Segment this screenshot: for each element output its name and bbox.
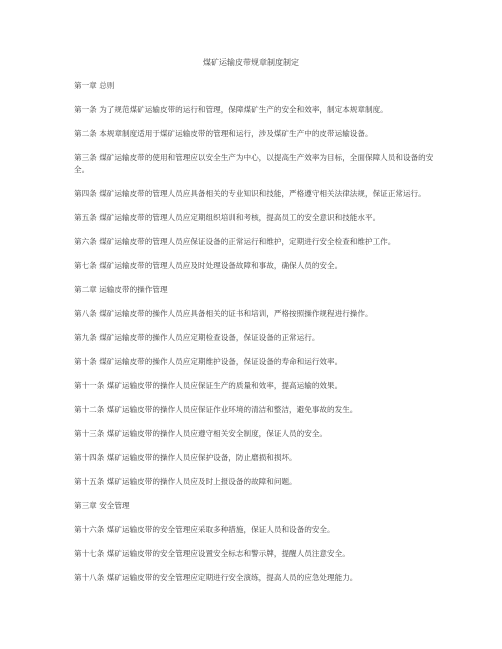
article-paragraph: 第六条 煤矿运输皮带的管理人员应保证设备的正常运行和维护，定期进行安全检查和维护工作。 bbox=[74, 237, 396, 246]
article-paragraph: 第十三条 煤矿运输皮带的操作人员应遵守相关安全制度，保证人员的安全。 bbox=[74, 429, 328, 438]
document-title: 煤矿运输皮带规章制度制定 bbox=[203, 58, 299, 67]
article-paragraph: 第十七条 煤矿运输皮带的安全管理应设置安全标志和警示牌，提醒人员注意安全。 bbox=[74, 549, 350, 558]
article-paragraph: 第十八条 煤矿运输皮带的安全管理应定期进行安全演练，提高人员的应急处理能力。 bbox=[74, 573, 358, 582]
article-paragraph: 第十五条 煤矿运输皮带的操作人员应及时上报设备的故障和问题。 bbox=[74, 477, 297, 486]
article-paragraph: 第七条 煤矿运输皮带的管理人员应及时处理设备故障和事故，确保人员的安全。 bbox=[74, 261, 343, 270]
article-paragraph: 第十一条 煤矿运输皮带的操作人员应保证生产的质量和效率，提高运输的效果。 bbox=[74, 381, 343, 390]
article-paragraph: 第五条 煤矿运输皮带的管理人员应定期组织培训和考核，提高员工的安全意识和技能水平。 bbox=[74, 213, 381, 222]
article-paragraph: 第三条 煤矿运输皮带的使用和管理应以安全生产为中心，以提高生产效率为目标，全面保障人员和设备的安全。 bbox=[74, 153, 434, 174]
chapter-heading: 第一章 总则 bbox=[74, 81, 115, 90]
article-paragraph: 第十条 煤矿运输皮带的操作人员应定期维护设备，保证设备的寿命和运行效率。 bbox=[74, 357, 343, 366]
article-paragraph: 第十二条 煤矿运输皮带的操作人员应保证作业环境的清洁和整洁，避免事故的发生。 bbox=[74, 405, 358, 414]
chapter-heading: 第三章 安全管理 bbox=[74, 501, 130, 510]
article-paragraph: 第一条 为了规范煤矿运输皮带的运行和管理，保障煤矿生产的安全和效率，制定本规章制度。 bbox=[74, 105, 388, 114]
article-paragraph: 第九条 煤矿运输皮带的操作人员应定期检查设备，保证设备的正常运行。 bbox=[74, 333, 320, 342]
article-paragraph: 第二条 本规章制度适用于煤矿运输皮带的管理和运行，涉及煤矿生产中的皮带运输设备。 bbox=[74, 129, 373, 138]
article-paragraph: 第四条 煤矿运输皮带的管理人员应具备相关的专业知识和技能，严格遵守相关法律法规，保证正常运行。 bbox=[74, 189, 426, 198]
document-body bbox=[74, 80, 438, 596]
article-paragraph: 第八条 煤矿运输皮带的操作人员应具备相关的证书和培训，严格按照操作规程进行操作。 bbox=[74, 309, 373, 318]
article-paragraph: 第十六条 煤矿运输皮带的安全管理应采取多种措施，保证人员和设备的安全。 bbox=[74, 525, 335, 534]
article-paragraph: 第十四条 煤矿运输皮带的操作人员应保护设备，防止磨损和损坏。 bbox=[74, 453, 297, 462]
chapter-heading: 第二章 运输皮带的操作管理 bbox=[74, 285, 168, 294]
